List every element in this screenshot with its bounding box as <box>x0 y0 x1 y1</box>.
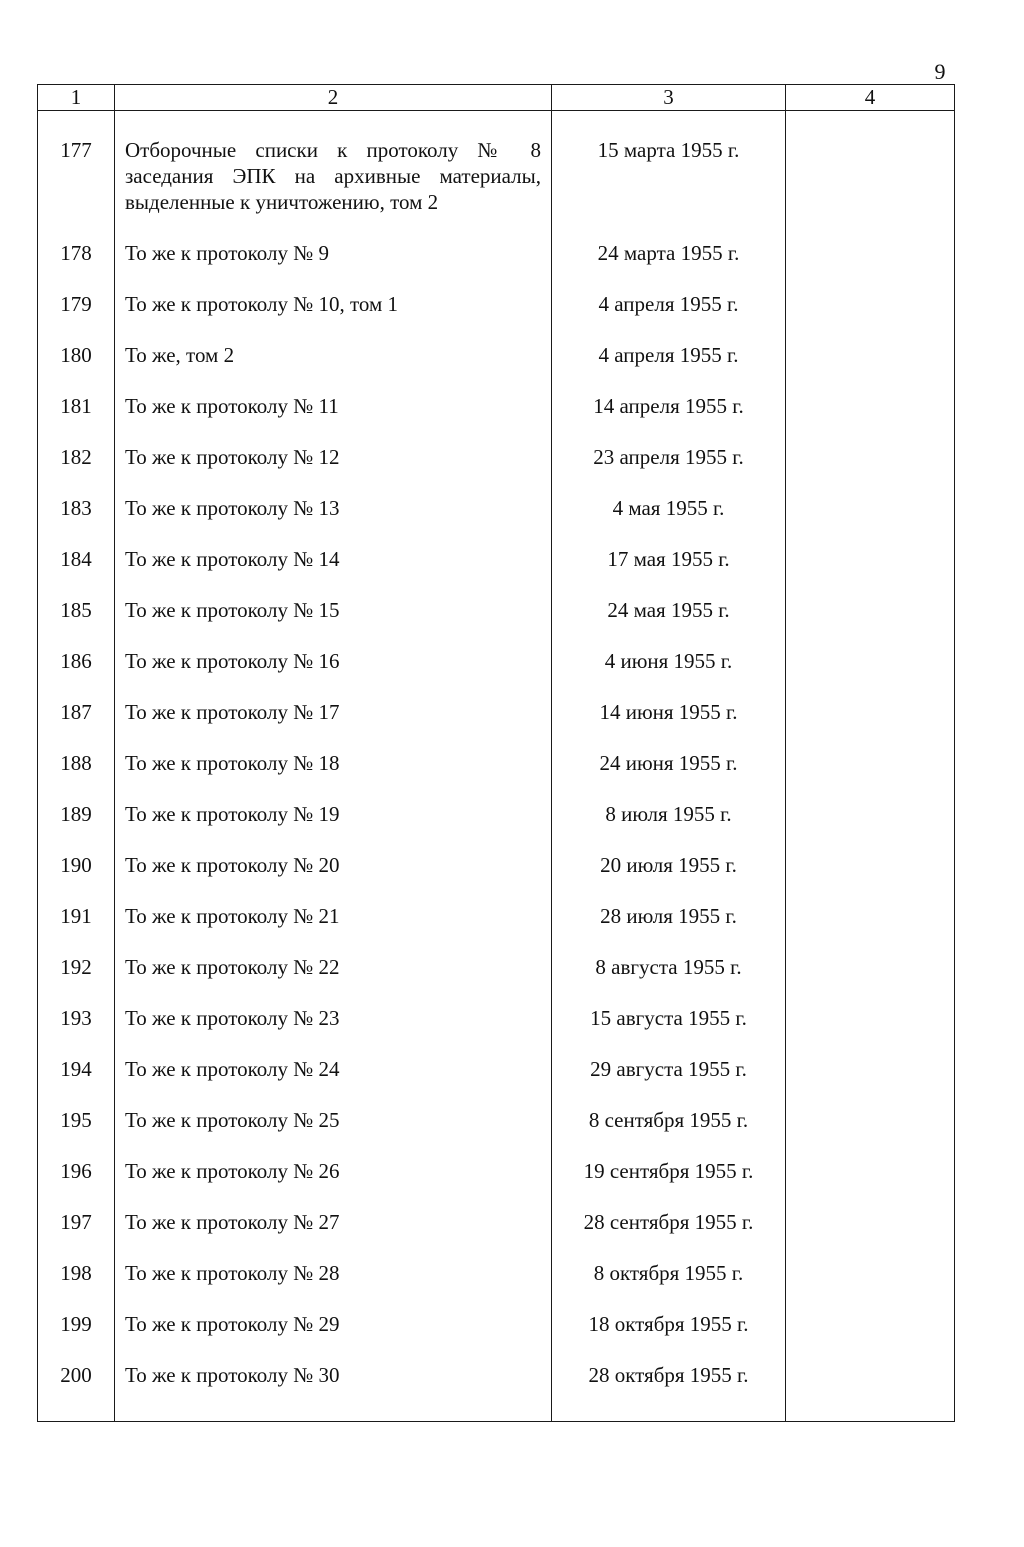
table-row <box>38 1337 955 1388</box>
item-date: 8 сентября 1955 г. <box>552 1082 786 1133</box>
item-number: 184 <box>38 521 115 572</box>
filler-cell <box>38 1388 115 1422</box>
item-title: То же, том 2 <box>115 317 552 368</box>
item-title: То же к протоколу № 9 <box>115 215 552 266</box>
item-title: То же к протоколу № 10, том 1 <box>115 266 552 317</box>
item-date: 23 апреля 1955 г. <box>552 419 786 470</box>
item-title: То же к протоколу № 14 <box>115 521 552 572</box>
table-row <box>38 1184 955 1235</box>
item-title: То же к протоколу № 16 <box>115 623 552 674</box>
item-note <box>786 521 955 572</box>
item-note <box>786 776 955 827</box>
filler-cell <box>786 1388 955 1422</box>
item-date: 29 августа 1955 г. <box>552 1031 786 1082</box>
item-number: 180 <box>38 317 115 368</box>
item-title: То же к протоколу № 19 <box>115 776 552 827</box>
item-note <box>786 317 955 368</box>
filler-cell <box>115 1388 552 1422</box>
item-date: 14 июня 1955 г. <box>552 674 786 725</box>
table-row <box>38 111 955 216</box>
item-number: 185 <box>38 572 115 623</box>
item-note <box>786 1133 955 1184</box>
table-row <box>38 776 955 827</box>
item-title: То же к протоколу № 23 <box>115 980 552 1031</box>
item-note <box>786 1031 955 1082</box>
item-note <box>786 725 955 776</box>
item-note <box>786 929 955 980</box>
column-header-title: 2 <box>115 85 552 111</box>
item-note <box>786 470 955 521</box>
table-row <box>38 419 955 470</box>
table-row <box>38 470 955 521</box>
item-note <box>786 674 955 725</box>
item-title: То же к протоколу № 12 <box>115 419 552 470</box>
inventory-table <box>37 84 955 1422</box>
table-row <box>38 1133 955 1184</box>
page-number: 9 <box>934 59 946 84</box>
table-row <box>38 1286 955 1337</box>
table-row <box>38 1082 955 1133</box>
table-row <box>38 266 955 317</box>
table-row <box>38 1235 955 1286</box>
item-date: 15 марта 1955 г. <box>552 111 786 216</box>
item-title: То же к протоколу № 27 <box>115 1184 552 1235</box>
table-body <box>38 111 955 1422</box>
item-note <box>786 878 955 929</box>
item-note <box>786 1235 955 1286</box>
item-number: 199 <box>38 1286 115 1337</box>
item-note <box>786 1286 955 1337</box>
table-row <box>38 827 955 878</box>
item-note <box>786 1082 955 1133</box>
item-date: 14 апреля 1955 г. <box>552 368 786 419</box>
item-date: 8 октября 1955 г. <box>552 1235 786 1286</box>
table-row <box>38 929 955 980</box>
header-row <box>38 85 955 111</box>
item-number: 188 <box>38 725 115 776</box>
table-header <box>38 85 955 111</box>
item-number: 182 <box>38 419 115 470</box>
item-date: 28 октября 1955 г. <box>552 1337 786 1388</box>
item-title: То же к протоколу № 13 <box>115 470 552 521</box>
item-title: То же к протоколу № 26 <box>115 1133 552 1184</box>
item-date: 4 апреля 1955 г. <box>552 317 786 368</box>
item-title: То же к протоколу № 30 <box>115 1337 552 1388</box>
table-row <box>38 368 955 419</box>
item-note <box>786 1337 955 1388</box>
item-date: 15 августа 1955 г. <box>552 980 786 1031</box>
item-number: 191 <box>38 878 115 929</box>
filler-cell <box>552 1388 786 1422</box>
item-number: 195 <box>38 1082 115 1133</box>
table-row <box>38 725 955 776</box>
item-note <box>786 368 955 419</box>
item-date: 4 апреля 1955 г. <box>552 266 786 317</box>
item-note <box>786 623 955 674</box>
table-row <box>38 572 955 623</box>
item-note <box>786 827 955 878</box>
table-filler-row <box>38 1388 955 1422</box>
item-date: 28 сентября 1955 г. <box>552 1184 786 1235</box>
column-header-note: 4 <box>786 85 955 111</box>
item-number: 200 <box>38 1337 115 1388</box>
table-row <box>38 521 955 572</box>
item-title: Отборочные списки к протоколу № 8 заседания ЭПК на архивные материалы, выделенные к уничтожению, том 2 <box>115 111 552 216</box>
item-note <box>786 215 955 266</box>
item-number: 177 <box>38 111 115 216</box>
table-row <box>38 1031 955 1082</box>
item-number: 192 <box>38 929 115 980</box>
item-date: 17 мая 1955 г. <box>552 521 786 572</box>
item-note <box>786 111 955 216</box>
item-title: То же к протоколу № 18 <box>115 725 552 776</box>
item-number: 186 <box>38 623 115 674</box>
item-number: 187 <box>38 674 115 725</box>
item-title: То же к протоколу № 15 <box>115 572 552 623</box>
item-date: 4 июня 1955 г. <box>552 623 786 674</box>
table-row <box>38 317 955 368</box>
table-row <box>38 674 955 725</box>
item-note <box>786 266 955 317</box>
item-title: То же к протоколу № 24 <box>115 1031 552 1082</box>
item-number: 179 <box>38 266 115 317</box>
item-number: 178 <box>38 215 115 266</box>
column-header-date: 3 <box>552 85 786 111</box>
item-note <box>786 419 955 470</box>
item-note <box>786 980 955 1031</box>
item-number: 183 <box>38 470 115 521</box>
item-title: То же к протоколу № 20 <box>115 827 552 878</box>
item-date: 28 июля 1955 г. <box>552 878 786 929</box>
item-number: 189 <box>38 776 115 827</box>
item-date: 8 июля 1955 г. <box>552 776 786 827</box>
item-title: То же к протоколу № 21 <box>115 878 552 929</box>
item-date: 24 марта 1955 г. <box>552 215 786 266</box>
table-row <box>38 878 955 929</box>
item-date: 4 мая 1955 г. <box>552 470 786 521</box>
item-note <box>786 572 955 623</box>
table-row <box>38 623 955 674</box>
item-title: То же к протоколу № 17 <box>115 674 552 725</box>
column-header-number: 1 <box>38 85 115 111</box>
item-number: 193 <box>38 980 115 1031</box>
item-title: То же к протоколу № 11 <box>115 368 552 419</box>
item-number: 190 <box>38 827 115 878</box>
item-number: 197 <box>38 1184 115 1235</box>
item-title: То же к протоколу № 29 <box>115 1286 552 1337</box>
item-note <box>786 1184 955 1235</box>
item-date: 19 сентября 1955 г. <box>552 1133 786 1184</box>
item-date: 24 июня 1955 г. <box>552 725 786 776</box>
table-row <box>38 980 955 1031</box>
item-number: 181 <box>38 368 115 419</box>
item-date: 24 мая 1955 г. <box>552 572 786 623</box>
item-date: 18 октября 1955 г. <box>552 1286 786 1337</box>
item-title: То же к протоколу № 25 <box>115 1082 552 1133</box>
item-number: 198 <box>38 1235 115 1286</box>
item-title: То же к протоколу № 22 <box>115 929 552 980</box>
item-number: 194 <box>38 1031 115 1082</box>
item-date: 8 августа 1955 г. <box>552 929 786 980</box>
item-number: 196 <box>38 1133 115 1184</box>
table-row <box>38 215 955 266</box>
item-title: То же к протоколу № 28 <box>115 1235 552 1286</box>
item-date: 20 июля 1955 г. <box>552 827 786 878</box>
